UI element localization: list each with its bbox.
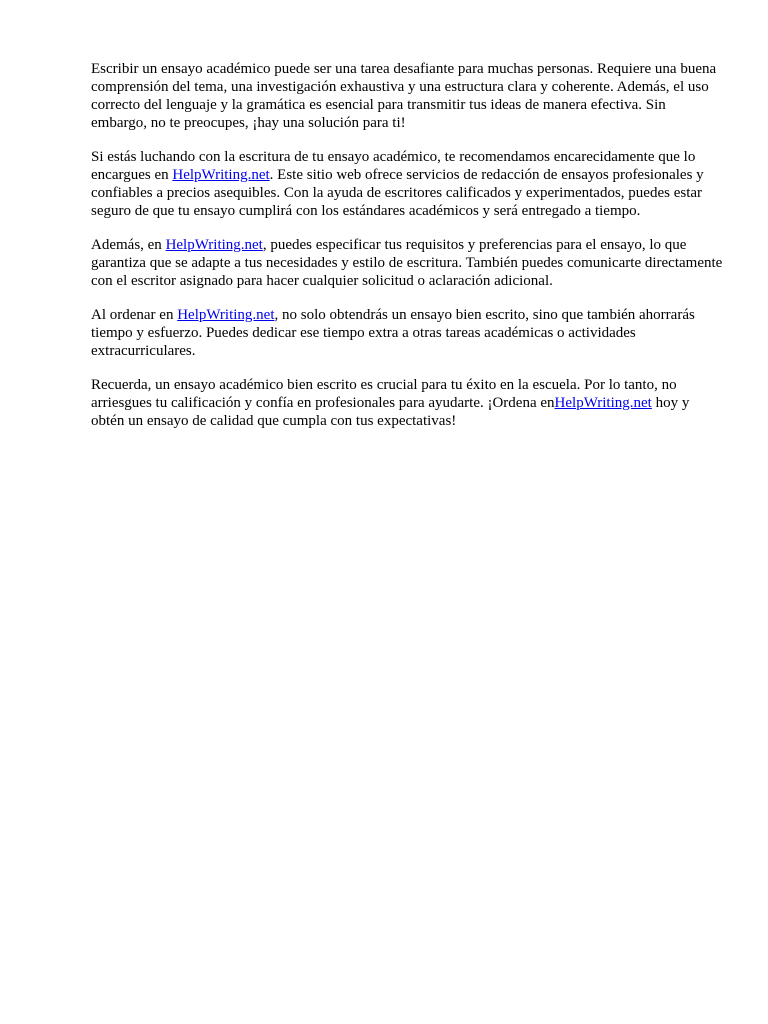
paragraph-text: Si estás luchando con la escritura de tu ensayo académico, te recomendamos encarecidamente que lo encargues en — [91, 149, 696, 183]
paragraph-text: , puedes especificar tus requisitos y preferencias para el ensayo, lo que garantiza que se adapte a tus necesidades y estilo de escritura. También puedes comunicarte directamente con el escritor asignado para hacer cualquier solicitud o aclaración adicional. — [91, 237, 723, 289]
paragraph-conclusion — [91, 376, 723, 430]
paragraph-text: Recuerda, un ensayo académico bien escrito es crucial para tu éxito en la escuela. Por lo tanto, no arriesgues tu calificación y confía en profesionales para ayudarte. ¡Ordena en — [91, 377, 677, 411]
paragraph-recommendation — [91, 148, 723, 220]
paragraph-text: hoy y obtén un ensayo de calidad que cumpla con tus expectativas! — [91, 395, 690, 429]
paragraph-text: Además, en — [91, 237, 166, 253]
paragraph-intro: Escribir un ensayo académico puede ser una tarea desafiante para muchas personas. Requiere una buena comprensión del tema, una investigación exhaustiva y una estructura clara y coherente. Además, el uso correcto del lenguaje y la gramática es esencial para transmitir tus ideas de manera efectiva. Sin embargo, no te preocupes, ¡hay una solución para ti! — [91, 61, 717, 131]
helpwriting-link[interactable]: HelpWriting.net — [177, 307, 275, 323]
paragraph-text: . Este sitio web ofrece servicios de redacción de ensayos profesionales y confiables a precios asequibles. Con la ayuda de escritores calificados y experimentados, puedes estar seguro de que tu ensayo cumplirá con los estándares académicos y será entregado a tiempo. — [91, 167, 704, 219]
helpwriting-link[interactable]: HelpWriting.net — [165, 237, 263, 253]
helpwriting-link[interactable]: HelpWriting.net — [172, 167, 270, 183]
paragraph-benefits — [91, 306, 723, 360]
paragraph-text: , no solo obtendrás un ensayo bien escrito, sino que también ahorrarás tiempo y esfuerzo. Puedes dedicar ese tiempo extra a otras tareas académicas o actividades extracurriculares. — [91, 307, 695, 359]
helpwriting-link[interactable]: HelpWriting.net — [554, 395, 652, 411]
paragraph-requirements — [91, 236, 723, 290]
document-page — [91, 60, 723, 446]
paragraph-text: Al ordenar en — [91, 307, 178, 323]
